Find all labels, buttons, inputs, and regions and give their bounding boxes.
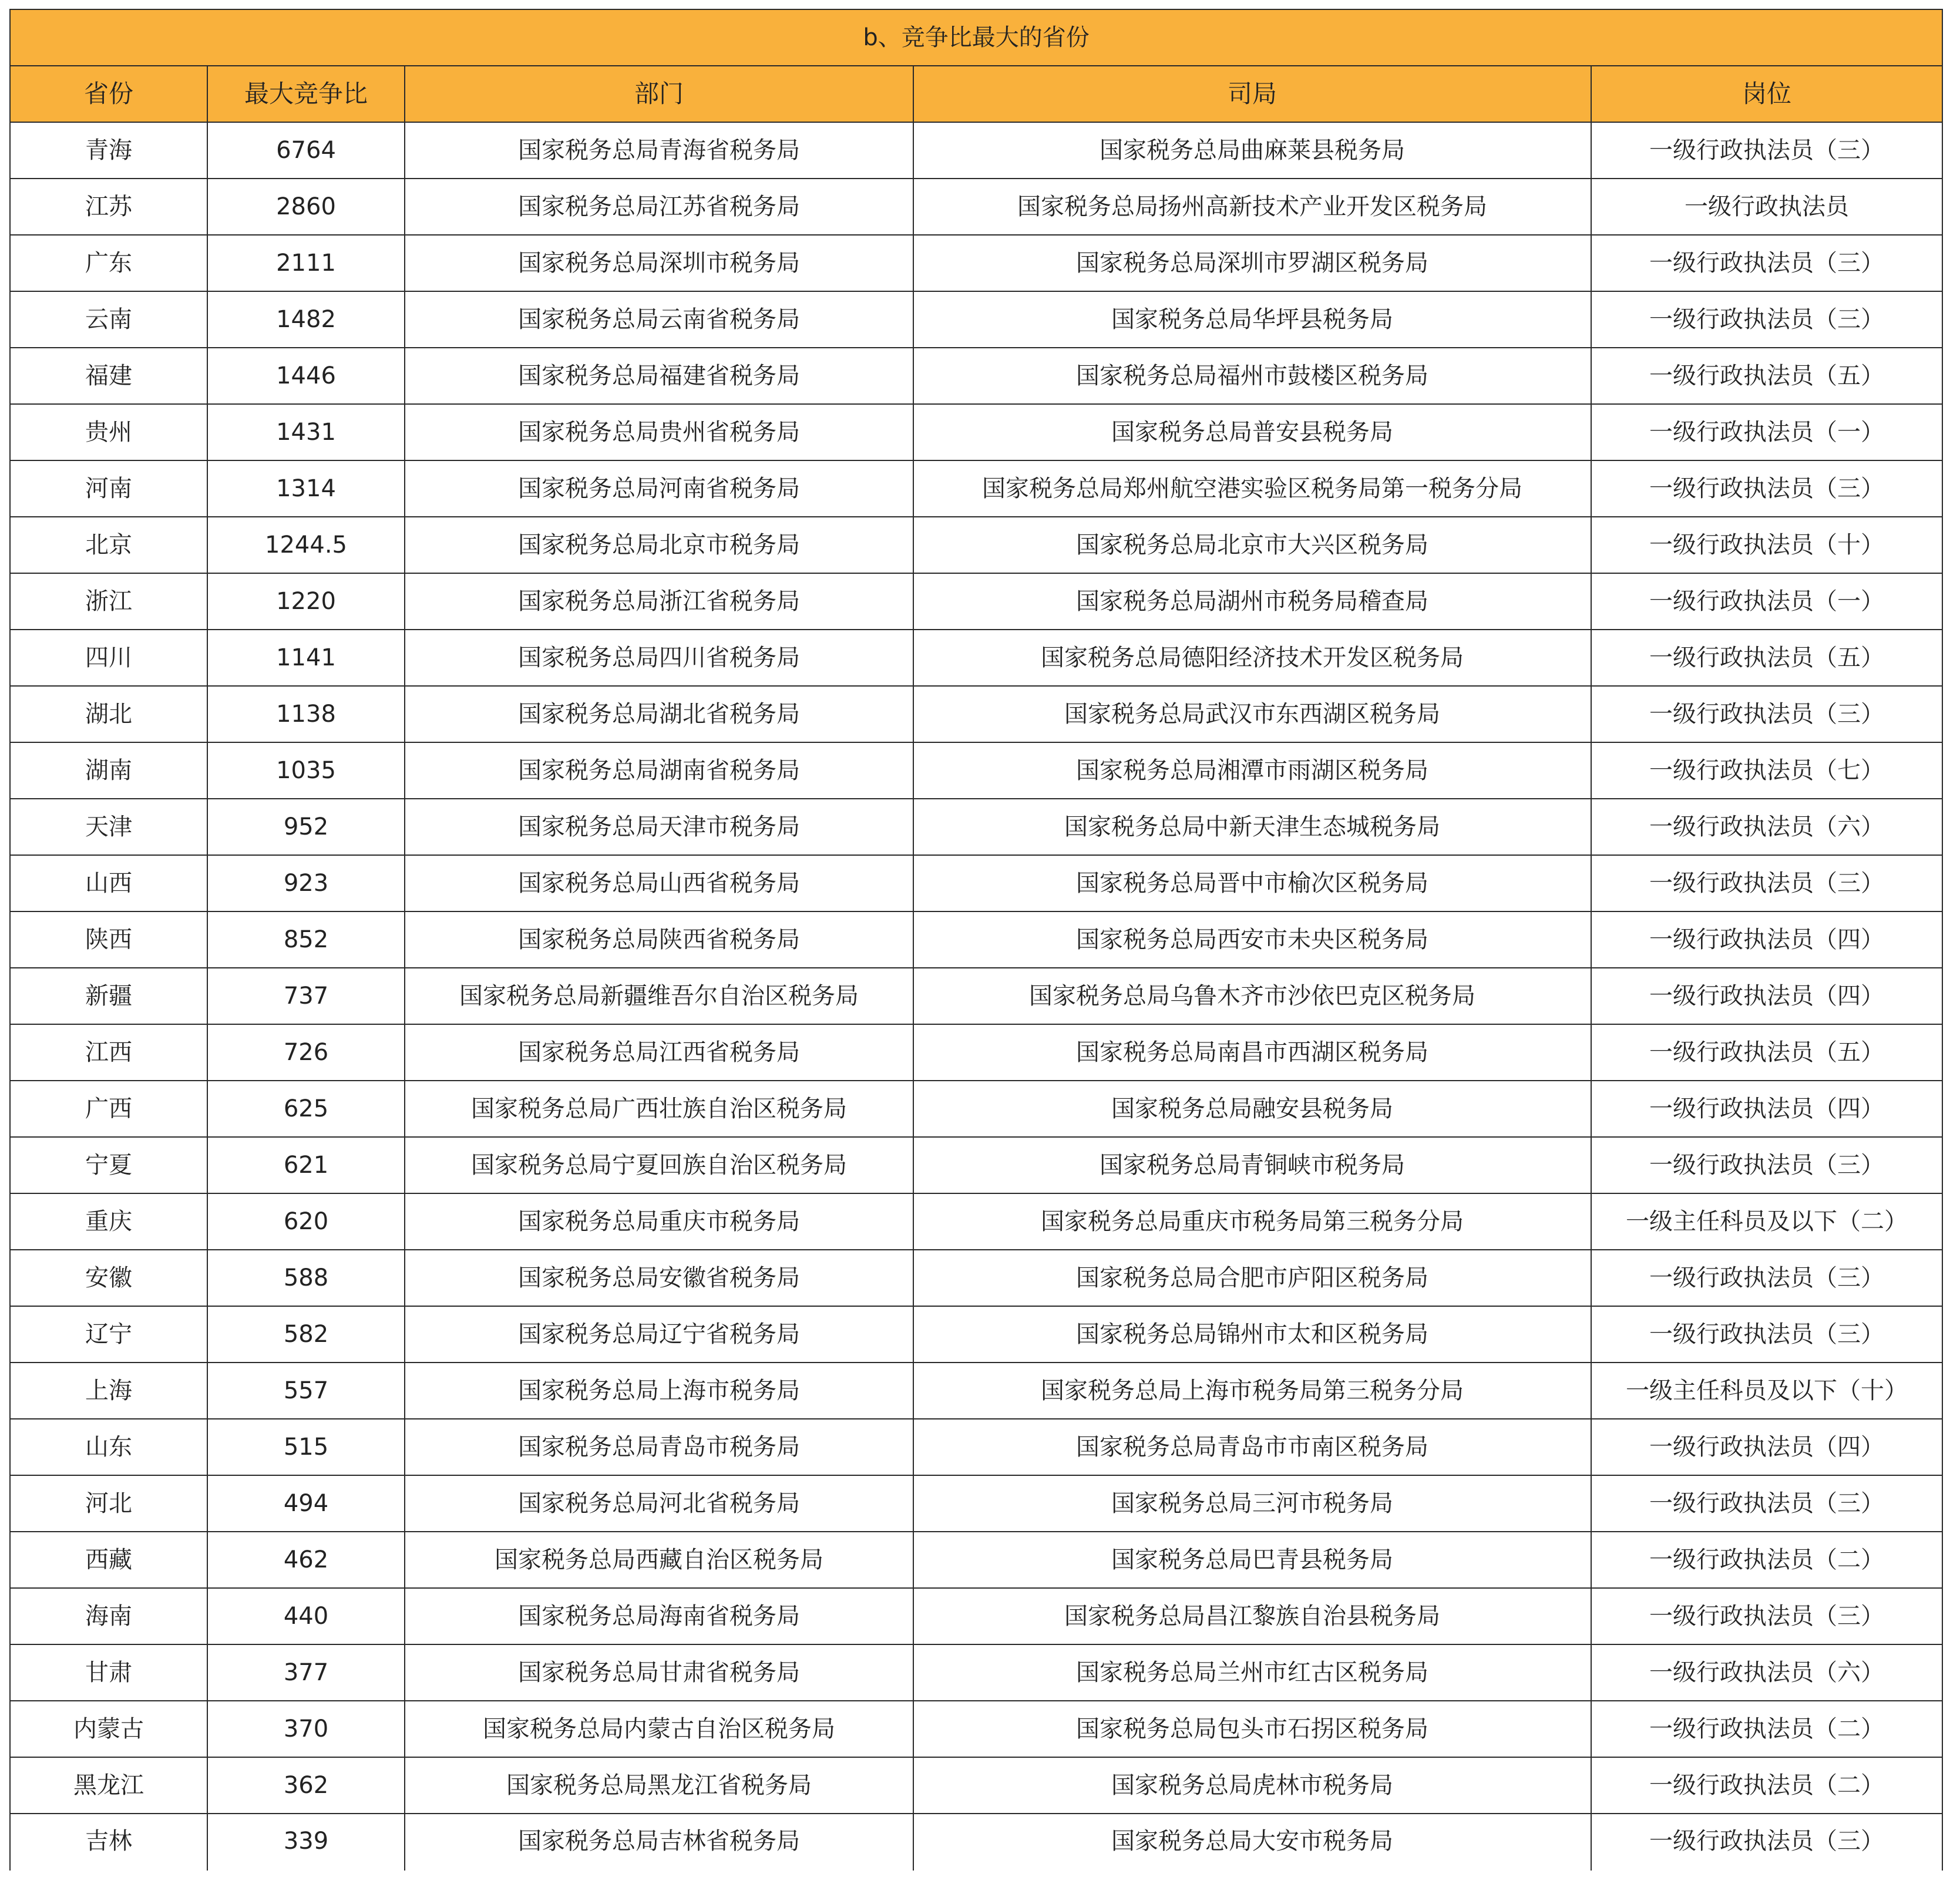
cell-max-ratio: 852 (207, 911, 405, 968)
cell-bureau: 国家税务总局湘潭市雨湖区税务局 (913, 742, 1591, 799)
cell-position: 一级行政执法员（三） (1591, 291, 1942, 348)
cell-department: 国家税务总局浙江省税务局 (405, 573, 913, 630)
cell-bureau: 国家税务总局融安县税务局 (913, 1081, 1591, 1137)
cell-province: 新疆 (10, 968, 207, 1024)
table-row (10, 686, 1942, 742)
cell-position: 一级行政执法员（三） (1591, 1306, 1942, 1363)
cell-max-ratio: 1220 (207, 573, 405, 630)
cell-position: 一级行政执法员（二） (1591, 1532, 1942, 1588)
cell-position: 一级行政执法员（五） (1591, 630, 1942, 686)
cell-department: 国家税务总局湖南省税务局 (405, 742, 913, 799)
cell-bureau: 国家税务总局曲麻莱县税务局 (913, 122, 1591, 179)
table-row (10, 1814, 1942, 1871)
cell-position: 一级行政执法员（三） (1591, 1588, 1942, 1644)
cell-bureau: 国家税务总局南昌市西湖区税务局 (913, 1024, 1591, 1081)
table-row (10, 630, 1942, 686)
table-row (10, 1701, 1942, 1757)
cell-province: 西藏 (10, 1532, 207, 1588)
cell-province: 广东 (10, 235, 207, 291)
cell-position: 一级行政执法员（五） (1591, 1024, 1942, 1081)
cell-bureau: 国家税务总局德阳经济技术开发区税务局 (913, 630, 1591, 686)
cell-bureau: 国家税务总局虎林市税务局 (913, 1757, 1591, 1814)
cell-province: 陕西 (10, 911, 207, 968)
cell-max-ratio: 952 (207, 799, 405, 855)
cell-position: 一级行政执法员（二） (1591, 1701, 1942, 1757)
cell-bureau: 国家税务总局三河市税务局 (913, 1475, 1591, 1532)
table-title: b、竞争比最大的省份 (10, 9, 1942, 66)
table-row (10, 1363, 1942, 1419)
cell-bureau: 国家税务总局晋中市榆次区税务局 (913, 855, 1591, 911)
data-table (9, 9, 1943, 1871)
cell-position: 一级行政执法员（四） (1591, 1081, 1942, 1137)
cell-max-ratio: 1482 (207, 291, 405, 348)
cell-position: 一级行政执法员（一） (1591, 573, 1942, 630)
cell-position: 一级行政执法员（六） (1591, 799, 1942, 855)
cell-province: 上海 (10, 1363, 207, 1419)
cell-department: 国家税务总局江西省税务局 (405, 1024, 913, 1081)
cell-max-ratio: 2111 (207, 235, 405, 291)
cell-max-ratio: 1035 (207, 742, 405, 799)
cell-position: 一级行政执法员（五） (1591, 348, 1942, 404)
cell-department: 国家税务总局新疆维吾尔自治区税务局 (405, 968, 913, 1024)
table-row (10, 855, 1942, 911)
cell-department: 国家税务总局山西省税务局 (405, 855, 913, 911)
cell-province: 云南 (10, 291, 207, 348)
table-row (10, 1250, 1942, 1306)
cell-province: 河北 (10, 1475, 207, 1532)
cell-max-ratio: 1244.5 (207, 517, 405, 573)
cell-max-ratio: 2860 (207, 179, 405, 235)
cell-max-ratio: 339 (207, 1814, 405, 1871)
cell-province: 宁夏 (10, 1137, 207, 1193)
cell-max-ratio: 620 (207, 1193, 405, 1250)
cell-bureau: 国家税务总局武汉市东西湖区税务局 (913, 686, 1591, 742)
cell-department: 国家税务总局深圳市税务局 (405, 235, 913, 291)
cell-bureau: 国家税务总局扬州高新技术产业开发区税务局 (913, 179, 1591, 235)
cell-bureau: 国家税务总局乌鲁木齐市沙依巴克区税务局 (913, 968, 1591, 1024)
cell-position: 一级行政执法员（二） (1591, 1757, 1942, 1814)
cell-bureau: 国家税务总局巴青县税务局 (913, 1532, 1591, 1588)
cell-province: 湖南 (10, 742, 207, 799)
cell-department: 国家税务总局四川省税务局 (405, 630, 913, 686)
cell-department: 国家税务总局江苏省税务局 (405, 179, 913, 235)
cell-province: 安徽 (10, 1250, 207, 1306)
cell-position: 一级主任科员及以下（十） (1591, 1363, 1942, 1419)
table-row (10, 573, 1942, 630)
cell-position: 一级行政执法员 (1591, 179, 1942, 235)
cell-province: 内蒙古 (10, 1701, 207, 1757)
cell-department: 国家税务总局北京市税务局 (405, 517, 913, 573)
cell-max-ratio: 515 (207, 1419, 405, 1475)
cell-max-ratio: 6764 (207, 122, 405, 179)
cell-department: 国家税务总局辽宁省税务局 (405, 1306, 913, 1363)
cell-position: 一级行政执法员（三） (1591, 460, 1942, 517)
cell-department: 国家税务总局安徽省税务局 (405, 1250, 913, 1306)
cell-position: 一级行政执法员（四） (1591, 968, 1942, 1024)
cell-position: 一级行政执法员（三） (1591, 1475, 1942, 1532)
table-row (10, 404, 1942, 460)
cell-department: 国家税务总局海南省税务局 (405, 1588, 913, 1644)
cell-max-ratio: 370 (207, 1701, 405, 1757)
cell-province: 福建 (10, 348, 207, 404)
cell-bureau: 国家税务总局西安市未央区税务局 (913, 911, 1591, 968)
cell-max-ratio: 588 (207, 1250, 405, 1306)
cell-bureau: 国家税务总局郑州航空港实验区税务局第一税务分局 (913, 460, 1591, 517)
cell-max-ratio: 1446 (207, 348, 405, 404)
cell-province: 北京 (10, 517, 207, 573)
cell-max-ratio: 557 (207, 1363, 405, 1419)
cell-province: 吉林 (10, 1814, 207, 1871)
cell-max-ratio: 1141 (207, 630, 405, 686)
cell-position: 一级行政执法员（七） (1591, 742, 1942, 799)
cell-max-ratio: 923 (207, 855, 405, 911)
table-row (10, 517, 1942, 573)
cell-position: 一级行政执法员（三） (1591, 1814, 1942, 1871)
cell-bureau: 国家税务总局重庆市税务局第三税务分局 (913, 1193, 1591, 1250)
cell-province: 江西 (10, 1024, 207, 1081)
cell-bureau: 国家税务总局青铜峡市税务局 (913, 1137, 1591, 1193)
cell-province: 湖北 (10, 686, 207, 742)
cell-department: 国家税务总局陕西省税务局 (405, 911, 913, 968)
table-row (10, 1419, 1942, 1475)
cell-province: 海南 (10, 1588, 207, 1644)
table-row (10, 1532, 1942, 1588)
cell-department: 国家税务总局福建省税务局 (405, 348, 913, 404)
cell-bureau: 国家税务总局包头市石拐区税务局 (913, 1701, 1591, 1757)
cell-max-ratio: 1314 (207, 460, 405, 517)
cell-department: 国家税务总局内蒙古自治区税务局 (405, 1701, 913, 1757)
cell-bureau: 国家税务总局北京市大兴区税务局 (913, 517, 1591, 573)
cell-province: 广西 (10, 1081, 207, 1137)
table-row (10, 235, 1942, 291)
cell-department: 国家税务总局甘肃省税务局 (405, 1644, 913, 1701)
cell-department: 国家税务总局青海省税务局 (405, 122, 913, 179)
cell-bureau: 国家税务总局昌江黎族自治县税务局 (913, 1588, 1591, 1644)
cell-province: 河南 (10, 460, 207, 517)
column-header-province: 省份 (10, 66, 207, 122)
cell-province: 山西 (10, 855, 207, 911)
table-row (10, 1588, 1942, 1644)
table-row (10, 1475, 1942, 1532)
cell-position: 一级行政执法员（三） (1591, 122, 1942, 179)
cell-department: 国家税务总局宁夏回族自治区税务局 (405, 1137, 913, 1193)
cell-bureau: 国家税务总局兰州市红古区税务局 (913, 1644, 1591, 1701)
cell-department: 国家税务总局重庆市税务局 (405, 1193, 913, 1250)
table-row (10, 911, 1942, 968)
table-row (10, 1644, 1942, 1701)
cell-bureau: 国家税务总局深圳市罗湖区税务局 (913, 235, 1591, 291)
cell-max-ratio: 1431 (207, 404, 405, 460)
cell-province: 江苏 (10, 179, 207, 235)
table-row (10, 179, 1942, 235)
cell-position: 一级行政执法员（三） (1591, 1250, 1942, 1306)
table-row (10, 122, 1942, 179)
table-row (10, 1137, 1942, 1193)
table-row (10, 460, 1942, 517)
table-row (10, 1024, 1942, 1081)
cell-position: 一级行政执法员（三） (1591, 855, 1942, 911)
cell-max-ratio: 494 (207, 1475, 405, 1532)
cell-max-ratio: 625 (207, 1081, 405, 1137)
cell-position: 一级行政执法员（三） (1591, 235, 1942, 291)
cell-bureau: 国家税务总局普安县税务局 (913, 404, 1591, 460)
cell-department: 国家税务总局黑龙江省税务局 (405, 1757, 913, 1814)
table-row (10, 799, 1942, 855)
table-row (10, 742, 1942, 799)
cell-max-ratio: 362 (207, 1757, 405, 1814)
cell-province: 天津 (10, 799, 207, 855)
cell-province: 浙江 (10, 573, 207, 630)
cell-bureau: 国家税务总局湖州市税务局稽查局 (913, 573, 1591, 630)
cell-bureau: 国家税务总局青岛市市南区税务局 (913, 1419, 1591, 1475)
table-row (10, 1306, 1942, 1363)
cell-position: 一级行政执法员（三） (1591, 1137, 1942, 1193)
cell-province: 甘肃 (10, 1644, 207, 1701)
cell-position: 一级行政执法员（四） (1591, 1419, 1942, 1475)
cell-bureau: 国家税务总局华坪县税务局 (913, 291, 1591, 348)
table-row (10, 1193, 1942, 1250)
column-header-position: 岗位 (1591, 66, 1942, 122)
cell-position: 一级行政执法员（六） (1591, 1644, 1942, 1701)
cell-province: 四川 (10, 630, 207, 686)
cell-max-ratio: 440 (207, 1588, 405, 1644)
cell-position: 一级行政执法员（三） (1591, 686, 1942, 742)
table-title-row (10, 9, 1942, 66)
cell-position: 一级主任科员及以下（二） (1591, 1193, 1942, 1250)
cell-bureau: 国家税务总局合肥市庐阳区税务局 (913, 1250, 1591, 1306)
cell-province: 黑龙江 (10, 1757, 207, 1814)
cell-department: 国家税务总局青岛市税务局 (405, 1419, 913, 1475)
cell-max-ratio: 462 (207, 1532, 405, 1588)
cell-department: 国家税务总局广西壮族自治区税务局 (405, 1081, 913, 1137)
cell-department: 国家税务总局西藏自治区税务局 (405, 1532, 913, 1588)
cell-bureau: 国家税务总局中新天津生态城税务局 (913, 799, 1591, 855)
cell-max-ratio: 582 (207, 1306, 405, 1363)
table-row (10, 968, 1942, 1024)
cell-max-ratio: 737 (207, 968, 405, 1024)
cell-department: 国家税务总局河北省税务局 (405, 1475, 913, 1532)
cell-max-ratio: 377 (207, 1644, 405, 1701)
cell-bureau: 国家税务总局上海市税务局第三税务分局 (913, 1363, 1591, 1419)
cell-province: 贵州 (10, 404, 207, 460)
cell-position: 一级行政执法员（一） (1591, 404, 1942, 460)
cell-province: 山东 (10, 1419, 207, 1475)
cell-department: 国家税务总局湖北省税务局 (405, 686, 913, 742)
table-row (10, 1757, 1942, 1814)
cell-bureau: 国家税务总局锦州市太和区税务局 (913, 1306, 1591, 1363)
cell-province: 重庆 (10, 1193, 207, 1250)
table-row (10, 348, 1942, 404)
cell-department: 国家税务总局吉林省税务局 (405, 1814, 913, 1871)
cell-province: 青海 (10, 122, 207, 179)
column-header-bureau: 司局 (913, 66, 1591, 122)
cell-department: 国家税务总局天津市税务局 (405, 799, 913, 855)
cell-bureau: 国家税务总局福州市鼓楼区税务局 (913, 348, 1591, 404)
cell-max-ratio: 1138 (207, 686, 405, 742)
cell-position: 一级行政执法员（十） (1591, 517, 1942, 573)
column-header-department: 部门 (405, 66, 913, 122)
cell-department: 国家税务总局河南省税务局 (405, 460, 913, 517)
cell-province: 辽宁 (10, 1306, 207, 1363)
cell-max-ratio: 726 (207, 1024, 405, 1081)
cell-position: 一级行政执法员（四） (1591, 911, 1942, 968)
cell-department: 国家税务总局上海市税务局 (405, 1363, 913, 1419)
table-row (10, 1081, 1942, 1137)
cell-department: 国家税务总局云南省税务局 (405, 291, 913, 348)
cell-department: 国家税务总局贵州省税务局 (405, 404, 913, 460)
cell-max-ratio: 621 (207, 1137, 405, 1193)
table-row (10, 291, 1942, 348)
table-header-row (10, 66, 1942, 122)
column-header-max-ratio: 最大竞争比 (207, 66, 405, 122)
cell-bureau: 国家税务总局大安市税务局 (913, 1814, 1591, 1871)
